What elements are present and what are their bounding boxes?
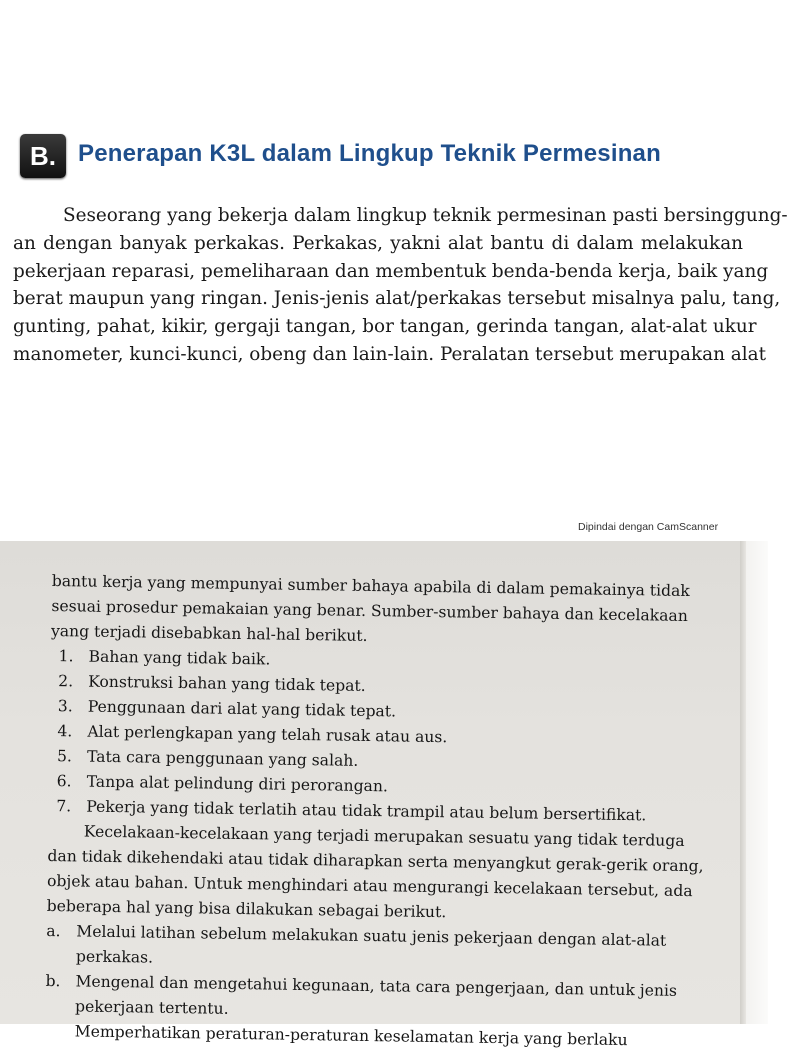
camscanner-watermark: Dipindai dengan CamScanner — [578, 521, 719, 533]
scanned-page-photo — [0, 541, 768, 1050]
paragraph-line: beberapa hal yang bisa dilakukan sebagai berikut. — [46, 896, 447, 922]
accident-paragraph — [47, 819, 728, 930]
paragraph-line: Kecelakaan-kecelakaan yang terjadi merupakan sesuatu yang tidak terduga — [83, 822, 685, 850]
list-number: 5. — [56, 747, 73, 766]
list-number: 1. — [58, 647, 74, 666]
hazard-causes-list — [48, 644, 731, 830]
list-number: 7. — [56, 797, 72, 816]
list-text-continued: perkakas. — [75, 947, 154, 967]
intro-paragraph — [13, 202, 788, 369]
list-text: Penggunaan dari alat yang tidak tepat. — [87, 697, 397, 721]
intro-paragraph-scan — [51, 569, 732, 655]
section-title: Penerapan K3L dalam Lingkup Teknik Permesinan — [78, 140, 661, 167]
paragraph-line: berat maupun yang ringan. Jenis-jenis alat/perkakas tersebut misalnya palu, tang, — [13, 288, 781, 310]
list-text: Pekerja yang tidak terlatih atau tidak trampil atau belum bersertifikat. — [86, 797, 647, 825]
list-text: Tata cara penggunaan yang salah. — [86, 747, 359, 770]
section-badge: B. — [20, 134, 66, 178]
list-number: 4. — [57, 722, 73, 741]
paragraph-line: pekerjaan reparasi, pemeliharaan dan membentuk benda-benda kerja, baik yang — [13, 260, 769, 282]
list-number: 3. — [57, 697, 73, 716]
paragraph-line: Seseorang yang bekerja dalam lingkup teknik permesinan pasti bersinggung- — [63, 205, 788, 226]
paragraph-line: manometer, kunci-kunci, obeng dan lain-lain. Peralatan tersebut merupakan alat — [13, 343, 766, 365]
list-text-continued: pekerjaan tertentu. — [74, 997, 229, 1018]
paragraph-line: gunting, pahat, kikir, gergaji tangan, bor tangan, gerinda tangan, alat-alat ukur — [13, 316, 757, 338]
paragraph-line: objek atau bahan. Untuk menghindari atau mengurangi kecelakaan tersebut, ada — [46, 871, 693, 901]
book-page-top — [0, 0, 788, 500]
list-text: Melalui latihan sebelum melakukan suatu jenis pekerjaan dengan alat-alat — [76, 922, 667, 950]
page-edge — [746, 541, 768, 1024]
list-text: Tanpa alat pelindung diri perorangan. — [86, 772, 389, 796]
prevention-steps-list — [45, 919, 726, 1030]
list-number: 2. — [58, 672, 74, 691]
list-text: Konstruksi bahan yang tidak tepat. — [88, 672, 366, 695]
list-letter: b. — [45, 971, 61, 991]
list-number: 6. — [56, 772, 72, 791]
list-text: Mengenal dan mengetahui kegunaan, tata cara pengerjaan, dan untuk jenis — [75, 972, 678, 1000]
cut-off-line: Memperhatikan peraturan-peraturan keselamatan kerja yang berlaku — [74, 1022, 628, 1050]
paragraph-line: bantu kerja yang mempunyai sumber bahaya apabila di dalam pemakainya tidak — [51, 571, 690, 601]
paragraph-line: dan tidak dikehendaki atau tidak diharapkan serta menyangkut gerak-gerik orang, — [47, 846, 704, 876]
list-text: Bahan yang tidak baik. — [88, 647, 271, 669]
paragraph-line: sesuai prosedur pemakaian yang benar. Sumber-sumber bahaya dan kecelakaan — [51, 596, 688, 625]
paragraph-line: an dengan banyak perkakas. Perkakas, yakni alat bantu di dalam melakukan — [13, 232, 743, 254]
paragraph-line: yang terjadi disebabkan hal-hal berikut. — [50, 621, 368, 645]
list-letter: a. — [46, 921, 61, 941]
list-text: Alat perlengkapan yang telah rusak atau aus. — [87, 722, 448, 747]
scanned-text — [45, 569, 732, 1050]
